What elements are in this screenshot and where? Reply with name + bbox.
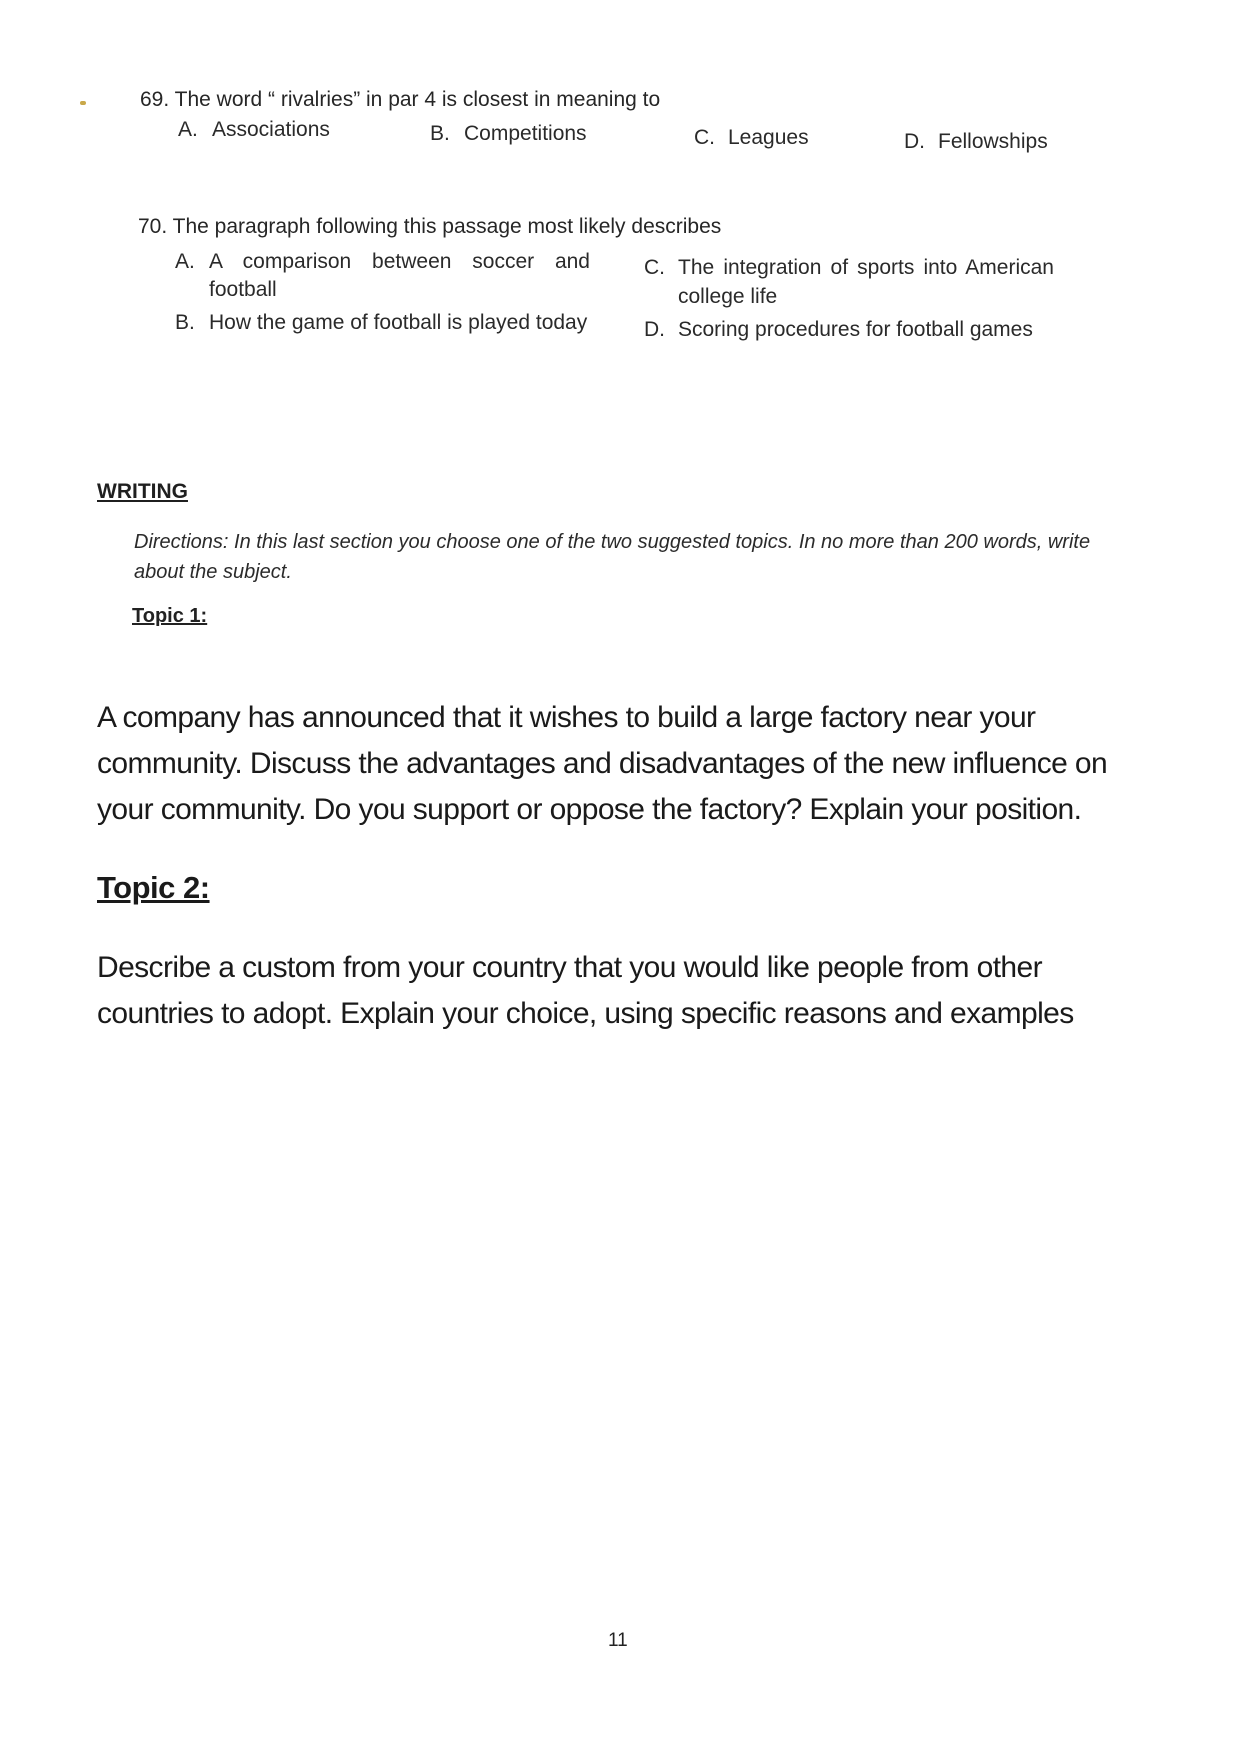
q70-option-d[interactable]: [644, 315, 1054, 344]
q69-option-d[interactable]: [904, 130, 1048, 154]
topic-1-prompt: A company has announced that it wishes to build a large factory near your community. Discuss the advantages and disadvantages of the new influence on your community. Do you support or oppose the factory? Explain your position.: [97, 701, 1108, 826]
q70-option-a[interactable]: [175, 248, 590, 304]
q70-option-c[interactable]: [644, 253, 1054, 311]
q69-option-a[interactable]: [178, 118, 330, 142]
q69-option-c[interactable]: [694, 126, 809, 150]
topic-2-prompt: Describe a custom from your country that you would like people from other countries to adopt. Explain your choice, using specific reasons and examples: [97, 951, 1074, 1030]
option-text: Fellowships: [938, 130, 1048, 153]
option-text: The integration of sports into American college life: [678, 256, 1054, 308]
writing-heading: WRITING: [97, 480, 188, 503]
option-letter: B.: [430, 122, 450, 145]
scan-speck: [80, 101, 86, 105]
q70-option-b[interactable]: [175, 309, 590, 337]
option-letter: B.: [175, 311, 195, 334]
option-text: Scoring procedures for football games: [678, 318, 1033, 341]
option-letter: D.: [904, 130, 925, 153]
question-69-stem: 69. The word “ rivalries” in par 4 is closest in meaning to: [140, 88, 661, 111]
question-70-stem: 70. The paragraph following this passage most likely describes: [138, 215, 722, 238]
page-number: 11: [608, 1630, 628, 1651]
option-text: Associations: [212, 118, 330, 141]
q69-option-b[interactable]: [430, 122, 587, 146]
writing-directions: Directions: In this last section you choose one of the two suggested topics. In no more than 200 words, write about the subject.: [134, 531, 1091, 583]
topic-1-heading: Topic 1:: [132, 605, 208, 627]
option-text: A comparison between soccer and football: [209, 250, 590, 301]
option-letter: C.: [694, 126, 715, 149]
option-text: How the game of football is played today: [209, 311, 588, 334]
option-text: Competitions: [464, 122, 587, 145]
option-letter: C.: [644, 256, 665, 279]
option-letter: D.: [644, 318, 665, 341]
topic-2-heading: Topic 2:: [97, 870, 210, 905]
option-letter: A.: [178, 118, 198, 141]
option-letter: A.: [175, 250, 195, 273]
option-text: Leagues: [728, 126, 809, 149]
